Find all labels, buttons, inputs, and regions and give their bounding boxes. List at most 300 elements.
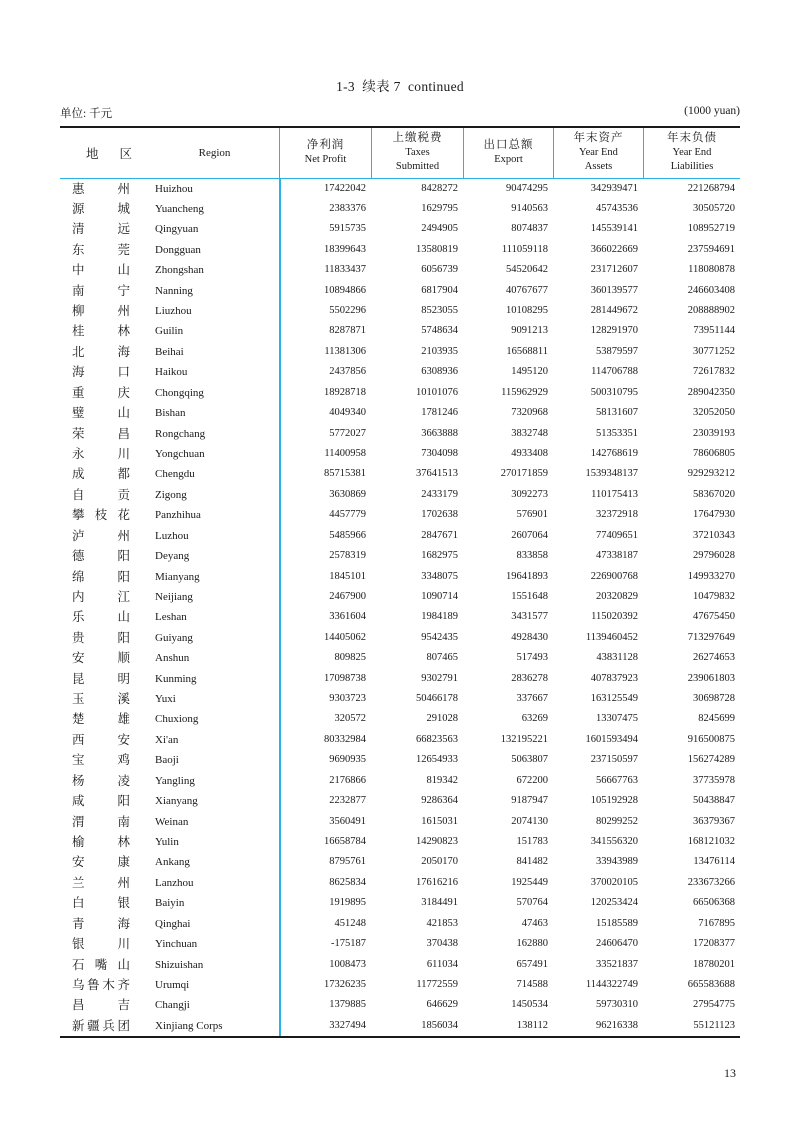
region-name-cn: 楚 雄: [72, 712, 130, 727]
net-profit-value: 17326235: [324, 978, 366, 990]
table-row: [60, 812, 740, 832]
net-profit-value: 85715381: [324, 468, 366, 480]
export-value: 3832748: [511, 427, 548, 439]
statistics-table: [60, 126, 740, 1038]
taxes-submitted-value: 17616216: [416, 876, 458, 888]
export-value: 63269: [521, 713, 548, 725]
year-end-liabilities-value: 78606805: [693, 447, 735, 459]
year-end-assets-value: 366022669: [590, 243, 638, 255]
region-name-en: Weinan: [155, 815, 189, 828]
export-value: 270171859: [500, 468, 548, 480]
header-region-cell: [60, 128, 279, 178]
taxes-submitted-value: 8523055: [421, 305, 458, 317]
region-name-cn: 渭 南: [72, 814, 130, 829]
export-value: 841482: [516, 856, 548, 868]
region-name-cn: 新疆兵团: [72, 1018, 130, 1033]
year-end-liabilities-value: 32052050: [693, 407, 735, 419]
net-profit-value: 16658784: [324, 836, 366, 847]
net-profit-value: 9690935: [329, 754, 366, 766]
region-name-en: Qinghai: [155, 917, 191, 930]
export-value: 5063807: [511, 754, 548, 766]
taxes-submitted-value: 9286364: [421, 795, 458, 807]
taxes-submitted-value: 421853: [426, 917, 458, 929]
region-name-cn: 重 庆: [72, 385, 130, 400]
year-end-liabilities-value: 23039193: [693, 427, 735, 439]
year-end-assets-value: 47338187: [596, 550, 638, 562]
taxes-submitted-value: 1984189: [421, 611, 458, 623]
year-end-assets-value: 24606470: [596, 938, 638, 950]
region-name-cn: 乌鲁木齐: [72, 977, 130, 992]
year-end-liabilities-value: 37735978: [693, 774, 735, 786]
region-name-en: Xinjiang Corps: [155, 1019, 223, 1032]
year-end-assets-value: 96216338: [596, 1019, 638, 1031]
net-profit-value: -175187: [331, 938, 366, 950]
region-name-en: Neijiang: [155, 590, 193, 603]
net-profit-value: 18399643: [324, 243, 366, 255]
table-row: [60, 464, 740, 484]
net-profit-value: 1845101: [329, 570, 366, 582]
year-end-assets-value: 237150597: [590, 754, 638, 766]
net-profit-value: 451248: [334, 917, 366, 929]
region-name-en: Chengdu: [155, 468, 195, 481]
export-value: 115962929: [501, 386, 548, 398]
year-end-liabilities-value: 118080878: [688, 264, 735, 276]
year-end-assets-value: 341556320: [590, 836, 638, 847]
table-row: [60, 444, 740, 464]
net-profit-value: 8287871: [329, 325, 366, 337]
taxes-submitted-value: 10101076: [416, 386, 458, 398]
taxes-submitted-value: 9302791: [421, 672, 458, 684]
unit-label-cn: 单位: 千元: [60, 108, 113, 120]
year-end-assets-value: 370020105: [590, 876, 638, 888]
region-name-en: Changji: [155, 999, 190, 1012]
header-column-en: Year End Assets: [579, 146, 618, 172]
year-end-liabilities-value: 208888902: [687, 305, 735, 317]
year-end-assets-value: 500310795: [590, 386, 638, 398]
table-row: [60, 505, 740, 525]
table-row: [60, 424, 740, 444]
region-name-en: Anshun: [155, 652, 190, 665]
table-row: [60, 342, 740, 362]
region-name-en: Rongchang: [155, 427, 206, 440]
net-profit-value: 2467900: [329, 590, 366, 602]
year-end-assets-value: 1601593494: [585, 733, 638, 745]
export-value: 90474295: [506, 182, 548, 194]
taxes-submitted-value: 291028: [426, 713, 458, 725]
year-end-liabilities-value: 37210343: [693, 529, 735, 541]
region-name-cn: 自 贡: [72, 487, 130, 502]
taxes-submitted-value: 12654933: [416, 754, 458, 766]
export-value: 40767677: [506, 284, 548, 296]
region-name-en: Zhongshan: [155, 264, 204, 277]
region-name-en: Yinchuan: [155, 938, 198, 951]
year-end-liabilities-value: 72617832: [693, 366, 735, 378]
year-end-liabilities-value: 713297649: [687, 631, 735, 643]
export-value: 132195221: [500, 733, 548, 745]
year-end-liabilities-value: 18780201: [693, 958, 735, 970]
export-value: 570764: [516, 897, 548, 909]
year-end-assets-value: 360139577: [590, 284, 638, 296]
year-end-liabilities-value: 47675450: [693, 611, 735, 623]
table-row: [60, 873, 740, 893]
taxes-submitted-value: 807465: [426, 652, 458, 664]
region-name-cn: 石 嘴 山: [72, 957, 130, 972]
year-end-liabilities-value: 29796028: [693, 550, 735, 562]
year-end-liabilities-value: 237594691: [687, 243, 735, 255]
header-column-cn: 出口总额: [483, 139, 534, 152]
year-end-liabilities-value: 10479832: [693, 590, 735, 602]
region-name-en: Yulin: [155, 836, 179, 848]
year-end-liabilities-value: 36379367: [693, 815, 735, 827]
export-value: 111059118: [501, 243, 548, 255]
taxes-submitted-value: 50466178: [416, 693, 458, 705]
header-region-en: Region: [198, 146, 231, 159]
header-column: [279, 128, 371, 178]
year-end-liabilities-value: 55121123: [693, 1019, 735, 1031]
taxes-submitted-value: 1615031: [421, 815, 458, 827]
region-name-cn: 北 海: [72, 344, 130, 359]
taxes-submitted-value: 1856034: [421, 1019, 458, 1031]
region-name-cn: 昌 吉: [72, 998, 130, 1013]
net-profit-value: 3560491: [329, 815, 366, 827]
taxes-submitted-value: 5748634: [421, 325, 458, 337]
export-value: 4928430: [511, 631, 548, 643]
year-end-assets-value: 115020392: [591, 611, 638, 623]
region-name-en: Liuzhou: [155, 305, 192, 318]
region-name-cn: 兰 州: [72, 875, 130, 890]
year-end-assets-value: 43831128: [596, 652, 638, 664]
year-end-liabilities-value: 246603408: [687, 284, 735, 296]
net-profit-value: 11381306: [324, 345, 366, 357]
export-value: 2074130: [511, 815, 548, 827]
export-value: 657491: [516, 958, 548, 970]
year-end-assets-value: 53879597: [596, 345, 638, 357]
table-row: [60, 771, 740, 791]
table-row: [60, 219, 740, 239]
net-profit-value: 17422042: [324, 182, 366, 194]
header-column-en: Year End Liabilities: [670, 146, 714, 172]
taxes-submitted-value: 1702638: [421, 509, 458, 521]
year-end-liabilities-value: 50438847: [693, 795, 735, 807]
year-end-assets-value: 128291970: [590, 325, 638, 337]
region-name-cn: 贵 阳: [72, 630, 130, 645]
region-name-cn: 海 口: [72, 365, 130, 380]
year-end-liabilities-value: 108952719: [687, 223, 735, 235]
taxes-submitted-value: 2050170: [421, 856, 458, 868]
taxes-submitted-value: 6056739: [421, 264, 458, 276]
export-value: 7320968: [511, 407, 548, 419]
region-name-en: Xianyang: [155, 795, 198, 808]
year-end-assets-value: 105192928: [590, 795, 638, 807]
net-profit-value: 5502296: [329, 305, 366, 317]
region-name-cn: 银 川: [72, 937, 130, 952]
region-name-en: Nanning: [155, 284, 193, 297]
region-name-cn: 成 都: [72, 467, 130, 482]
export-value: 337667: [516, 693, 548, 705]
net-profit-value: 14405062: [324, 631, 366, 643]
year-end-liabilities-value: 665583688: [687, 978, 735, 990]
year-end-liabilities-value: 233673266: [687, 876, 735, 888]
region-name-en: Lanzhou: [155, 876, 194, 889]
table-row: [60, 485, 740, 505]
year-end-liabilities-value: 66506368: [693, 897, 735, 909]
table-row: [60, 669, 740, 689]
header-column-en: Export: [494, 153, 523, 165]
region-name-en: Panzhihua: [155, 509, 201, 522]
year-end-liabilities-value: 916500875: [687, 733, 735, 745]
year-end-liabilities-value: 8245699: [698, 713, 735, 725]
page-number: 13: [724, 1066, 736, 1080]
year-end-assets-value: 110175413: [591, 488, 638, 500]
export-value: 714588: [516, 978, 548, 990]
table-row: [60, 567, 740, 587]
export-value: 3431577: [511, 611, 548, 623]
table-row: [60, 893, 740, 913]
region-name-cn: 乐 山: [72, 610, 130, 625]
net-profit-value: 10894866: [324, 284, 366, 296]
table-row: [60, 914, 740, 934]
year-end-liabilities-value: 17647930: [693, 509, 735, 521]
year-end-assets-value: 58131607: [596, 407, 638, 419]
export-value: 162880: [516, 938, 548, 950]
net-profit-value: 9303723: [329, 693, 366, 705]
export-value: 2607064: [511, 529, 548, 541]
table-row: [60, 995, 740, 1015]
year-end-liabilities-value: 289042350: [687, 386, 735, 398]
taxes-submitted-value: 1781246: [421, 407, 458, 419]
unit-row: [60, 105, 740, 121]
export-value: 19641893: [506, 570, 548, 582]
table-row: [60, 750, 740, 770]
region-name-en: Kunming: [155, 672, 197, 685]
header-column-cn: 年末负债: [667, 132, 717, 144]
net-profit-value: 17098738: [324, 672, 366, 684]
export-value: 833858: [516, 550, 548, 562]
region-name-en: Guilin: [155, 325, 184, 338]
table-row: [60, 281, 740, 301]
export-value: 1450534: [511, 999, 548, 1011]
header-column: [463, 128, 553, 178]
export-value: 47463: [521, 917, 548, 929]
region-name-en: Bishan: [155, 407, 186, 420]
export-value: 54520642: [506, 264, 548, 276]
region-name-cn: 咸 阳: [72, 794, 130, 809]
region-name-en: Guiyang: [155, 631, 193, 644]
export-value: 2836278: [511, 672, 548, 684]
region-name-en: Shizuishan: [155, 958, 204, 971]
taxes-submitted-value: 819342: [426, 774, 458, 786]
year-end-assets-value: 342939471: [590, 182, 638, 194]
table-row: [60, 383, 740, 403]
table-row: [60, 832, 740, 852]
year-end-liabilities-value: 168121032: [687, 836, 735, 847]
taxes-submitted-value: 6817904: [421, 284, 458, 296]
net-profit-value: 3630869: [329, 488, 366, 500]
year-end-assets-value: 56667763: [596, 774, 638, 786]
region-name-en: Beihai: [155, 345, 184, 358]
taxes-submitted-value: 3348075: [421, 570, 458, 582]
year-end-assets-value: 281449672: [590, 305, 638, 317]
region-name-cn: 西 安: [72, 732, 130, 747]
region-name-en: Baoji: [155, 754, 179, 767]
header-column-cn: 上缴税费: [392, 132, 443, 144]
export-value: 576901: [516, 509, 548, 521]
region-name-en: Zigong: [155, 488, 187, 501]
header-column-en: Taxes Submitted: [395, 146, 440, 172]
region-name-en: Chongqing: [155, 386, 204, 399]
year-end-assets-value: 163125549: [590, 693, 638, 705]
taxes-submitted-value: 2103935: [421, 345, 458, 357]
region-name-en: Huizhou: [155, 182, 193, 195]
taxes-submitted-value: 1090714: [421, 590, 458, 602]
year-end-liabilities-value: 929293212: [687, 468, 735, 480]
unit-label-en: (1000 yuan): [684, 105, 740, 117]
table-row: [60, 607, 740, 627]
table-row: [60, 934, 740, 954]
region-name-en: Deyang: [155, 550, 190, 563]
region-name-cn: 荣 昌: [72, 426, 130, 441]
table-body: [60, 179, 740, 1037]
net-profit-value: 8625834: [329, 876, 366, 888]
table-row: [60, 628, 740, 648]
net-profit-value: 1008473: [329, 958, 366, 970]
net-profit-value: 320572: [334, 713, 366, 725]
region-name-en: Dongguan: [155, 243, 201, 256]
table-row: [60, 260, 740, 280]
table-row: [60, 730, 740, 750]
region-name-en: Ankang: [155, 856, 190, 869]
net-profit-value: 11833437: [324, 264, 366, 276]
taxes-submitted-value: 37641513: [416, 468, 458, 480]
year-end-assets-value: 15185589: [596, 917, 638, 929]
taxes-submitted-value: 2494905: [421, 223, 458, 235]
export-value: 4933408: [511, 447, 548, 459]
region-name-cn: 宝 鸡: [72, 753, 130, 768]
region-name-cn: 清 远: [72, 222, 130, 237]
year-end-assets-value: 145539141: [590, 223, 638, 235]
year-end-liabilities-value: 221268794: [687, 182, 735, 194]
taxes-submitted-value: 7304098: [421, 447, 458, 459]
net-profit-value: 8795761: [329, 856, 366, 868]
year-end-liabilities-value: 30771252: [693, 345, 735, 357]
region-name-en: Yangling: [155, 774, 195, 787]
region-name-cn: 玉 溪: [72, 692, 130, 707]
table-row: [60, 709, 740, 729]
table-row: [60, 403, 740, 423]
taxes-submitted-value: 1629795: [421, 202, 458, 214]
year-end-assets-value: 1139460452: [585, 631, 638, 643]
year-end-assets-value: 51353351: [596, 427, 638, 439]
net-profit-value: 4457779: [329, 509, 366, 521]
export-value: 9140563: [511, 202, 548, 214]
table-row: [60, 301, 740, 321]
table-row: [60, 179, 740, 199]
region-name-cn: 绵 阳: [72, 569, 130, 584]
taxes-submitted-value: 3184491: [421, 897, 458, 909]
region-name-en: Leshan: [155, 611, 187, 624]
year-end-liabilities-value: 73951144: [693, 325, 735, 337]
net-profit-value: 809825: [334, 652, 366, 664]
year-end-assets-value: 114706788: [591, 366, 638, 378]
taxes-submitted-value: 11772559: [416, 978, 458, 990]
year-end-assets-value: 77409651: [596, 529, 638, 541]
taxes-submitted-value: 14290823: [416, 836, 458, 847]
year-end-liabilities-value: 27954775: [693, 999, 735, 1011]
table-row: [60, 648, 740, 668]
region-name-cn: 内 江: [72, 589, 130, 604]
region-name-en: Xi'an: [155, 733, 179, 746]
region-name-cn: 南 宁: [72, 283, 130, 298]
year-end-assets-value: 80299252: [596, 815, 638, 827]
year-end-assets-value: 226900768: [590, 570, 638, 582]
year-end-assets-value: 231712607: [590, 264, 638, 276]
taxes-submitted-value: 6308936: [421, 366, 458, 378]
year-end-liabilities-value: 17208377: [693, 938, 735, 950]
export-value: 16568811: [506, 345, 548, 357]
net-profit-value: 2383376: [329, 202, 366, 214]
net-profit-value: 3361604: [329, 611, 366, 623]
export-value: 3092273: [511, 488, 548, 500]
taxes-submitted-value: 9542435: [421, 631, 458, 643]
year-end-assets-value: 1539348137: [585, 468, 638, 480]
region-name-cn: 璧 山: [72, 406, 130, 421]
export-value: 1495120: [511, 366, 548, 378]
taxes-submitted-value: 8428272: [421, 182, 458, 194]
net-profit-value: 2176866: [329, 774, 366, 786]
year-end-liabilities-value: 156274289: [687, 754, 735, 766]
header-column-cn: 年末资产: [573, 132, 624, 144]
export-value: 138112: [516, 1019, 548, 1031]
table-row: [60, 362, 740, 382]
region-name-en: Haikou: [155, 366, 188, 379]
region-name-en: Baiyin: [155, 897, 185, 910]
year-end-assets-value: 45743536: [596, 202, 638, 214]
region-name-en: Mianyang: [155, 570, 200, 583]
table-header: [60, 128, 740, 179]
region-name-cn: 源 城: [72, 201, 130, 216]
year-end-assets-value: 33943989: [596, 856, 638, 868]
region-name-cn: 泸 州: [72, 528, 130, 543]
export-value: 517493: [516, 652, 548, 664]
net-profit-value: 3327494: [329, 1019, 366, 1031]
export-value: 8074837: [511, 223, 548, 235]
year-end-liabilities-value: 26274653: [693, 652, 735, 664]
region-name-cn: 榆 林: [72, 835, 130, 849]
export-value: 1925449: [511, 876, 548, 888]
table-row: [60, 852, 740, 872]
table-row: [60, 546, 740, 566]
year-end-assets-value: 20320829: [596, 590, 638, 602]
net-profit-value: 4049340: [329, 407, 366, 419]
export-value: 9091213: [511, 325, 548, 337]
region-name-en: Urumqi: [155, 978, 190, 991]
year-end-assets-value: 1144322749: [585, 978, 638, 990]
region-name-cn: 惠 州: [72, 181, 130, 196]
year-end-liabilities-value: 13476114: [693, 856, 735, 868]
taxes-submitted-value: 2433179: [421, 488, 458, 500]
region-name-cn: 杨 凌: [72, 773, 130, 788]
taxes-submitted-value: 1682975: [421, 550, 458, 562]
table-row: [60, 199, 740, 219]
header-column-cn: 净利润: [306, 139, 345, 152]
net-profit-value: 80332984: [324, 733, 366, 745]
net-profit-value: 2437856: [329, 366, 366, 378]
region-name-cn: 柳 州: [72, 304, 130, 319]
year-end-assets-value: 120253424: [590, 897, 638, 909]
export-value: 9187947: [511, 795, 548, 807]
table-row: [60, 975, 740, 995]
net-profit-value: 5915735: [329, 223, 366, 235]
